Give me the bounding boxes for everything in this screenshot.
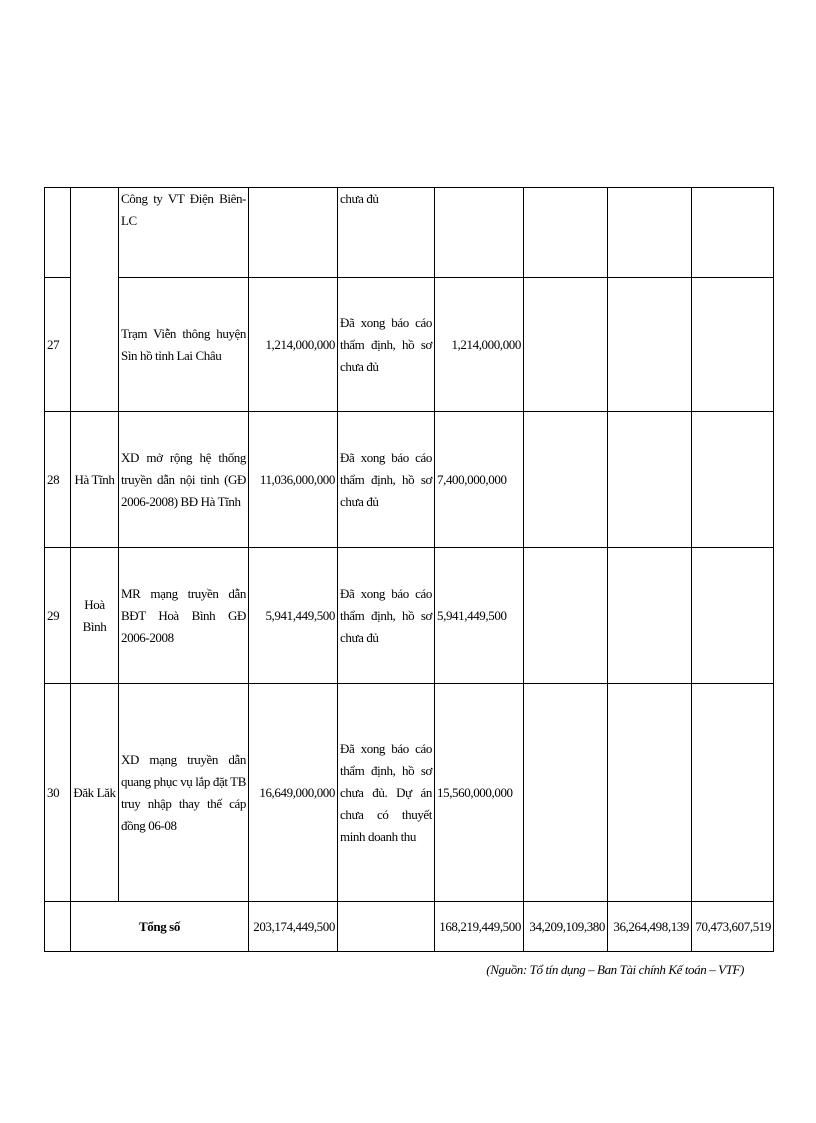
col3-cell [692, 278, 774, 412]
total-empty-cell [45, 902, 71, 952]
status-cell: Đã xong báo cáo thẩm định, hồ sơ chưa đủ [338, 548, 435, 684]
status-cell: Đã xong báo cáo thẩm định, hồ sơ chưa đủ [338, 278, 435, 412]
total-amount: 203,174,449,500 [249, 902, 338, 952]
project-name: MR mạng truyền dẫn BĐT Hoà Bình GĐ 2006-2008 [119, 548, 249, 684]
table-row [45, 684, 774, 902]
table-row [45, 412, 774, 548]
approved-cell: 5,941,449,500 [435, 548, 524, 684]
col3-cell [692, 548, 774, 684]
row-number: 30 [45, 684, 71, 902]
total-row [45, 902, 774, 952]
col2-cell [608, 684, 692, 902]
approved-cell: 7,400,000,000 [435, 412, 524, 548]
col3-cell [692, 684, 774, 902]
col1-cell [524, 548, 608, 684]
project-name: XD mạng truyền dẫn quang phục vụ lắp đặt TB truy nhập thay thế cáp đồng 06-08 [119, 684, 249, 902]
status-cell: chưa đủ [338, 188, 435, 278]
amount-cell: 11,036,000,000 [249, 412, 338, 548]
total-label: Tổng số [71, 902, 249, 952]
col1-cell [524, 684, 608, 902]
approved-cell [435, 188, 524, 278]
total-col2: 36,264,498,139 [608, 902, 692, 952]
table-row [45, 188, 774, 278]
total-status-cell [338, 902, 435, 952]
col1-cell [524, 412, 608, 548]
col1-cell [524, 278, 608, 412]
amount-cell: 1,214,000,000 [249, 278, 338, 412]
amount-cell [249, 188, 338, 278]
row-number [45, 188, 71, 278]
col3-cell [692, 188, 774, 278]
amount-cell: 5,941,449,500 [249, 548, 338, 684]
col2-cell [608, 278, 692, 412]
financial-table [44, 187, 774, 952]
col2-cell [608, 548, 692, 684]
province-cell: Hà Tĩnh [71, 412, 119, 548]
status-cell: Đã xong báo cáo thẩm định, hồ sơ chưa đủ. Dự án chưa có thuyết minh doanh thu [338, 684, 435, 902]
project-name: XD mở rộng hệ thống truyền dẫn nội tỉnh (GĐ 2006-2008) BĐ Hà Tĩnh [119, 412, 249, 548]
total-col1: 34,209,109,380 [524, 902, 608, 952]
approved-cell: 15,560,000,000 [435, 684, 524, 902]
province-cell: Hoà Bình [71, 548, 119, 684]
table-row [45, 278, 774, 412]
table-row [45, 548, 774, 684]
approved-cell: 1,214,000,000 [435, 278, 524, 412]
province-cell [71, 188, 119, 412]
status-cell: Đã xong báo cáo thẩm định, hồ sơ chưa đủ [338, 412, 435, 548]
row-number: 27 [45, 278, 71, 412]
col1-cell [524, 188, 608, 278]
row-number: 29 [45, 548, 71, 684]
amount-cell: 16,649,000,000 [249, 684, 338, 902]
project-name: Trạm Viễn thông huyện Sìn hồ tỉnh Lai Châu [119, 278, 249, 412]
row-number: 28 [45, 412, 71, 548]
total-col3: 70,473,607,519 [692, 902, 774, 952]
project-name: Công ty VT Điện Biên-LC [119, 188, 249, 278]
col3-cell [692, 412, 774, 548]
total-approved: 168,219,449,500 [435, 902, 524, 952]
col2-cell [608, 412, 692, 548]
source-note: (Nguồn: Tổ tín dụng – Ban Tài chính Kế toán – VTF) [486, 962, 744, 977]
province-cell: Đăk Lăk [71, 684, 119, 902]
col2-cell [608, 188, 692, 278]
